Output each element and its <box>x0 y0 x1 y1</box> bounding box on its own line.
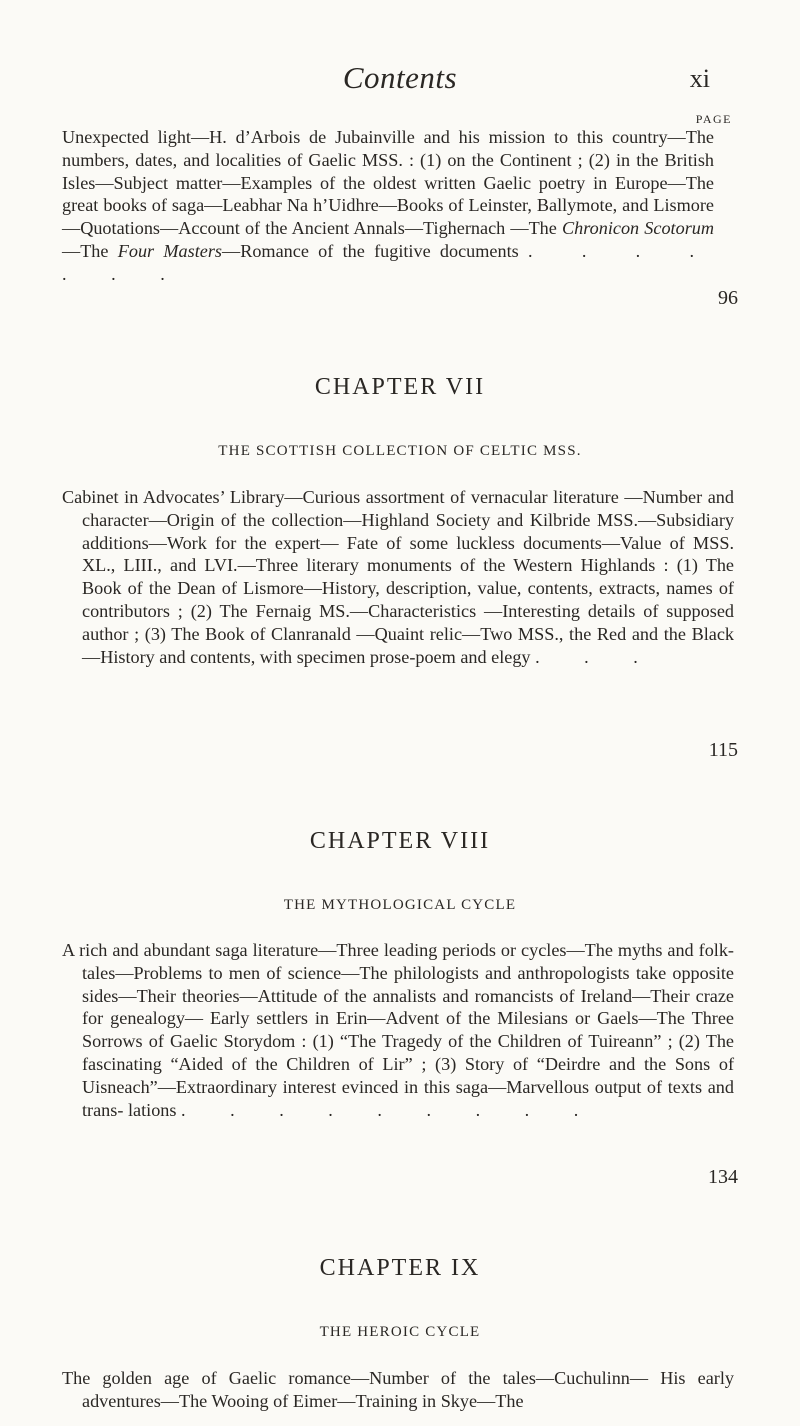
dot-leaders: . . . <box>535 646 658 667</box>
italic-title: Chronicon Scotorum <box>562 218 715 239</box>
chapter-subtitle: THE SCOTTISH COLLECTION OF CELTIC MSS. <box>218 443 582 459</box>
page-number: 115 <box>708 739 738 761</box>
dot-leaders: . . . . . . . . . <box>181 1099 599 1120</box>
chapter-subtitle: THE MYTHOLOGICAL CYCLE <box>283 897 517 913</box>
summary-text: A rich and abundant saga literature—Three leading periods or cycles—The myths and folk-tales—Problems to men of science—The philologists and anthropologists take opposite sides—Their theories—Attitude of the annalists and romancists of Ireland—Their craze for genealogy— Early settlers in Erin—Advent of the Milesians or Gaels—The Three Sorrows of Gaelic Storydom : (1) “The Tragedy of the Children of Tuireann” ; (2) The fascinating “Aided of the Children of Lir” ; (3) Story of “Deirdre and the Sons of Uisneach”—Extraordinary interest evinced in this saga—Marvellous output of texts and trans- lations <box>62 940 734 1120</box>
chapter-subtitle: THE HEROIC CYCLE <box>319 1324 481 1340</box>
chapter-heading: CHAPTER IX <box>319 1255 481 1281</box>
summary-text: —Romance of the fugitive documents <box>222 240 519 261</box>
summary-text: Unexpected light—H. d’Arbois de Jubainville and his mission to this country—The numbers, dates, and localities of Gaelic MSS. : (1) on the Continent ; (2) in the British Isles—Subject matter—Examples of the oldest written Gaelic poetry in Europe—The great books of saga—Leabhar Na h’Uidhre—Books of Leinster, Ballymote, and Lismore—Quotations—Account of the Ancient Annals—Tighernach —The <box>62 127 714 239</box>
page-column-label: PAGE <box>695 112 732 126</box>
dot-leaders: . . . . . . . <box>62 240 715 284</box>
chapter-summary <box>62 1367 734 1413</box>
chapter-summary <box>62 126 714 286</box>
chapter-heading: CHAPTER VII <box>314 374 486 400</box>
running-head <box>0 60 800 110</box>
summary-text: Cabinet in Advocates’ Library—Curious assortment of vernacular literature —Number and character—Origin of the collection—Highland Society and Kilbride MSS.—Subsidiary additions—Work for the expert— Fate of some luckless documents—Value of MSS. XL., LIII., and LVI.—Three literary monuments of the Western Highlands : (1) The Book of the Dean of Lismore—History, description, value, contents, extracts, names of contributors ; (2) The Fernaig MS.—Characteristics —Interesting details of supposed author ; (3) The Book of Clanranald —Quaint relic—Two MSS., the Red and the Black—History and contents, with specimen prose-poem and elegy <box>62 487 734 667</box>
chapter-summary <box>62 486 734 668</box>
chapter-summary <box>62 939 734 1121</box>
italic-title: Four Masters <box>117 240 223 261</box>
page-number: 96 <box>718 287 738 309</box>
summary-text: The golden age of Gaelic romance—Number of the tales—Cuchulinn— His early adventures—The Wooing of Eimer—Training in Skye—The <box>62 1368 734 1411</box>
folio-number: xi <box>689 64 710 93</box>
running-title: Contents <box>342 60 458 95</box>
page-number: 134 <box>708 1166 738 1188</box>
chapter-heading: CHAPTER VIII <box>309 828 491 854</box>
summary-text: —The <box>62 240 118 261</box>
